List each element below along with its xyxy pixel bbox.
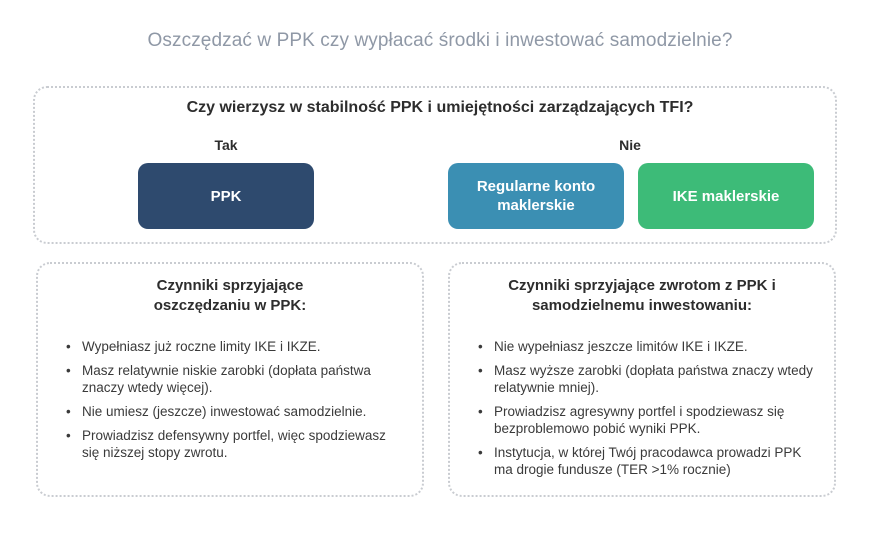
question-text: Czy wierzysz w stabilność PPK i umiejętności zarządzających TFI? <box>186 99 694 116</box>
option-ppk <box>138 163 314 229</box>
list-item: • Masz wyższe zarobki (dopłata państwa znaczy wtedy relatywnie mniej). <box>478 362 818 396</box>
option-ike <box>638 163 814 229</box>
option-broker-account <box>448 163 624 229</box>
ppk-factors-list <box>66 338 406 468</box>
ppk-factors-title <box>36 276 424 316</box>
page-title: Oszczędzać w PPK czy wypłacać środki i inwestować samodzielnie? <box>147 30 733 51</box>
option-ppk-label: PPK <box>210 187 242 205</box>
branch-label-no: Nie <box>619 137 641 153</box>
ppk-factors-title-text: Czynniki sprzyjające oszczędzaniu w PPK: <box>153 277 307 314</box>
list-item: • Wypełniasz już roczne limity IKE i IKZE. <box>66 338 406 355</box>
self-invest-factors-title <box>448 276 836 316</box>
list-item: • Masz relatywnie niskie zarobki (dopłata państwa znaczy wtedy więcej). <box>66 362 406 396</box>
list-item: • Instytucja, w której Twój pracodawca prowadzi PPK ma drogie fundusze (TER >1% rocznie) <box>478 444 818 478</box>
list-item: • Prowiadzisz defensywny portfel, więc spodziewasz się niższej stopy zwrotu. <box>66 427 406 461</box>
list-item: • Nie umiesz (jeszcze) inwestować samodzielnie. <box>66 403 406 420</box>
option-ike-label: IKE maklerskie <box>672 187 780 205</box>
list-item: • Nie wypełniasz jeszcze limitów IKE i IKZE. <box>478 338 818 355</box>
self-invest-factors-list <box>478 338 818 485</box>
self-invest-factors-title-text: Czynniki sprzyjające zwrotom z PPK i samodzielnemu inwestowaniu: <box>508 277 776 314</box>
branch-label-yes: Tak <box>214 137 238 153</box>
list-item: • Prowiadzisz agresywny portfel i spodziewasz się bezproblemowo pobić wyniki PPK. <box>478 403 818 437</box>
option-broker-account-label: Regularne konto maklerskie <box>476 178 596 214</box>
